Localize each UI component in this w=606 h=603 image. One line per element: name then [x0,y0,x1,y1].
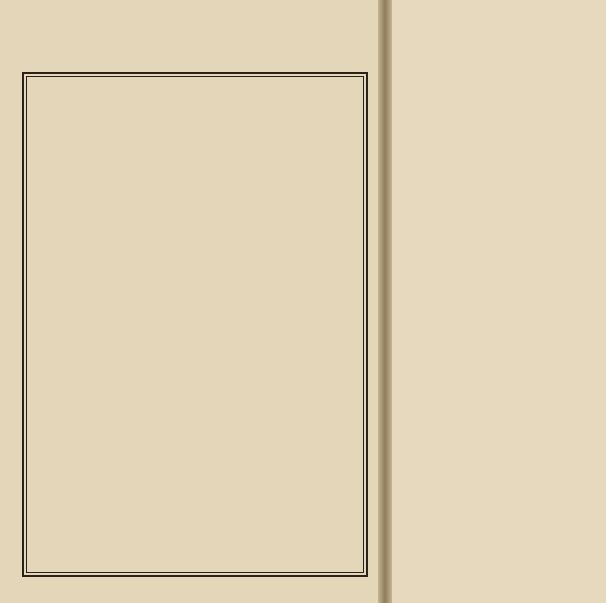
book-gutter [378,0,392,603]
right-page [392,0,606,603]
page-frame [22,72,368,577]
